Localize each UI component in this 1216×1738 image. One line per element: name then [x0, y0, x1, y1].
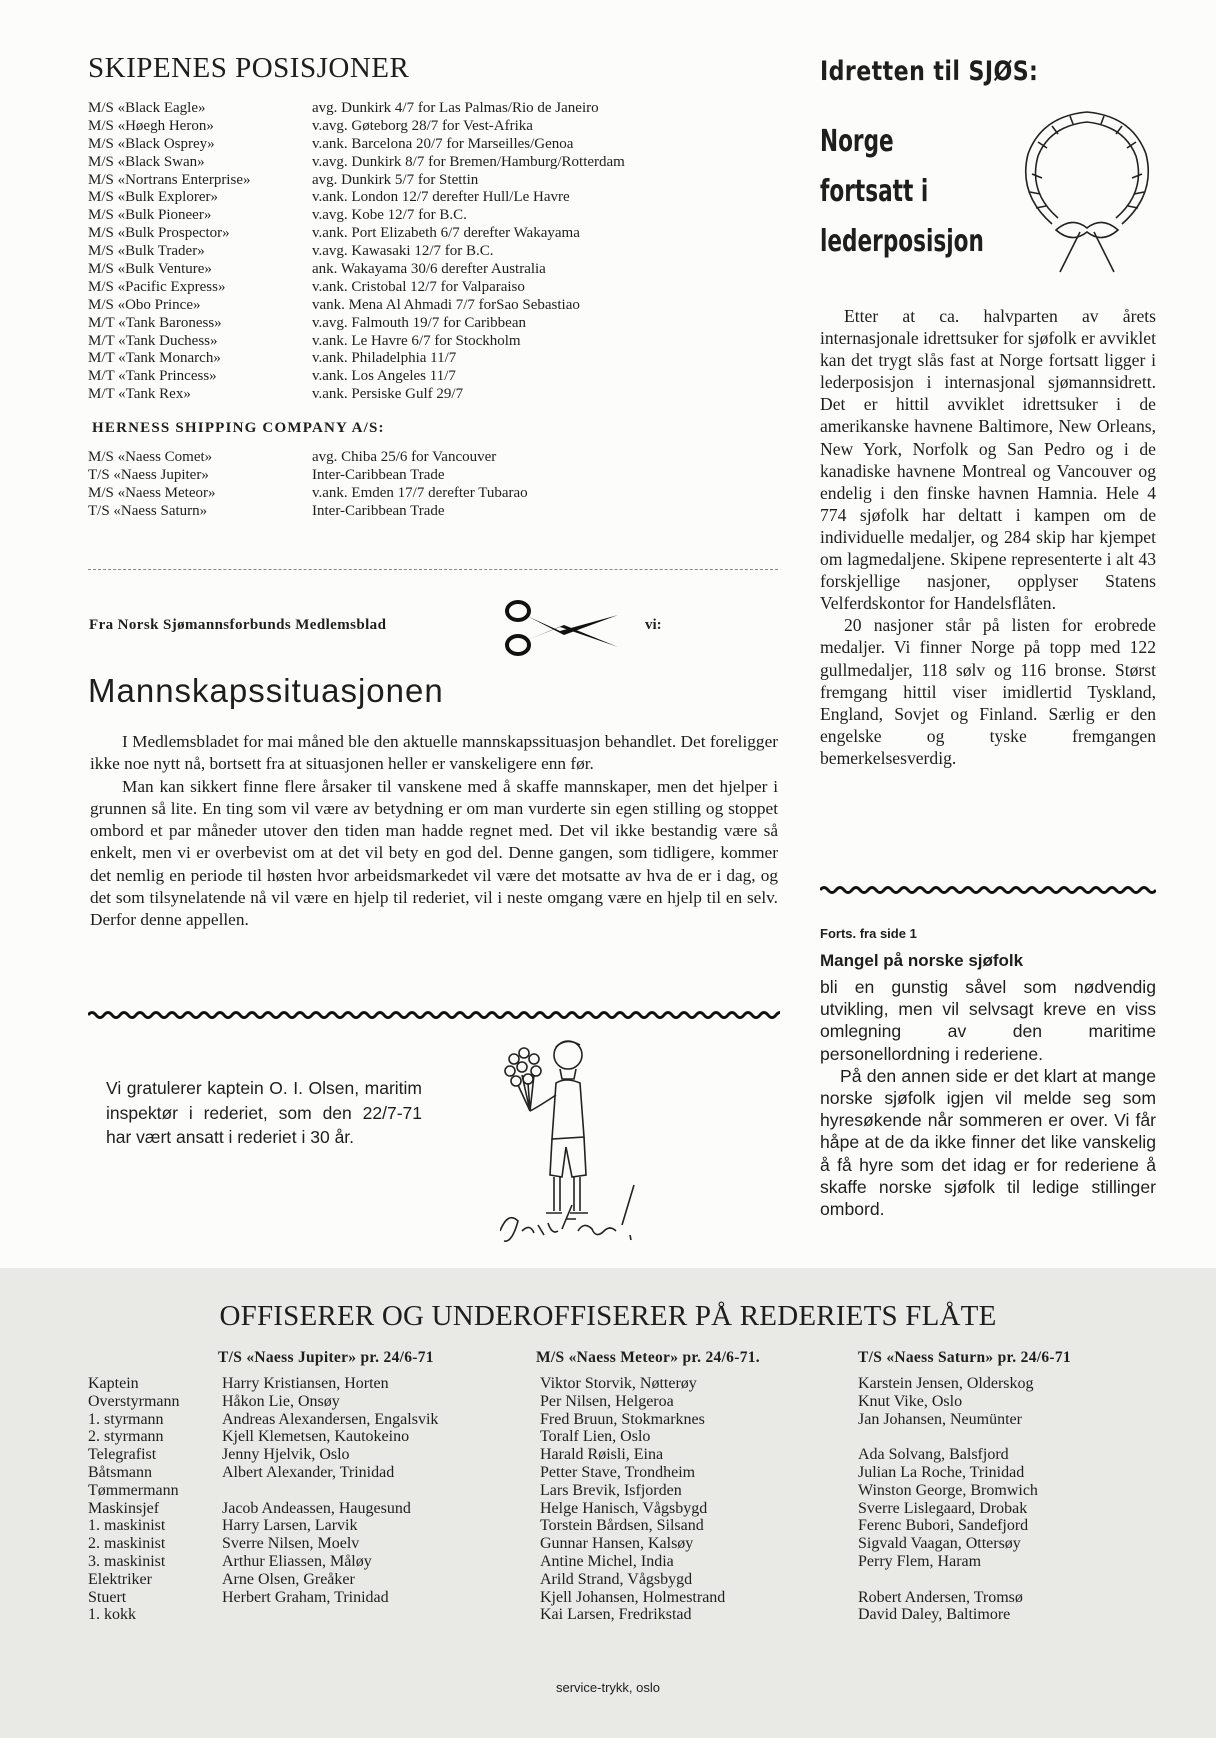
printer-footer: service-trykk, oslo: [555, 1680, 661, 1695]
ship-name: M/S «Bulk Venture»: [88, 261, 212, 278]
ship-position: v.avg. Kobe 12/7 for B.C.: [312, 207, 467, 224]
ship-name: M/S «Bulk Prospector»: [88, 225, 230, 242]
officer-name: [858, 1571, 1038, 1589]
wave-divider: [820, 885, 1156, 895]
officers-meteor-column: [540, 1375, 725, 1624]
officer-rank: 2. maskinist: [88, 1535, 166, 1553]
article-body-mannskap: [90, 731, 778, 932]
medlemsblad-source: Fra Norsk Sjømannsforbunds Medlemsblad: [89, 617, 387, 633]
article-title-mannskap: Mannskapssituasjonen: [88, 672, 444, 709]
officer-name: Håkon Lie, Onsøy: [222, 1392, 340, 1410]
officer-name: Jenny Hjelvik, Oslo: [222, 1446, 350, 1464]
ship-row: [88, 315, 778, 333]
idretten-subtitle-line: lederposisjon: [820, 224, 984, 259]
officer-rank: Overstyrmann: [88, 1392, 180, 1410]
officer-name: Gunnar Hansen, Kalsøy: [540, 1535, 694, 1553]
officer-name: Helge Hanisch, Vågsbygd: [540, 1499, 708, 1517]
ship-name: M/S «Naess Meteor»: [88, 484, 216, 501]
officer-name: Arne Olsen, Greåker: [222, 1570, 355, 1588]
ship-position: v.ank. Emden 17/7 derefter Tubarao: [312, 484, 528, 501]
gratulerer-notice: [106, 1076, 422, 1150]
ship-row: [88, 189, 778, 207]
officer-name: Per Nilsen, Helgeroa: [540, 1392, 674, 1410]
officer-name: Karstein Jensen, Olderskog: [858, 1375, 1034, 1392]
officer-name: Lars Brevik, Isfjorden: [540, 1481, 682, 1499]
ship-position: avg. Chiba 25/6 for Vancouver: [312, 449, 497, 465]
officer-rank: 1. styrmann: [88, 1410, 164, 1428]
officers-header-jupiter: T/S «Naess Jupiter» pr. 24/6-71: [218, 1349, 434, 1366]
officer-name: Kai Larsen, Fredrikstad: [540, 1606, 692, 1624]
ship-row: [88, 225, 778, 243]
paragraph: bli en gunstig såvel som nødvendig utvikling, men vil selvsagt kreve en viss omlegning av den maritime personellordning i rederiene.: [820, 977, 1156, 1064]
ship-row: [88, 100, 778, 118]
officer-rank: Maskinsjef: [88, 1499, 160, 1517]
article-title-mangel: Mangel på norske sjøfolk: [820, 951, 1024, 970]
ship-position: v.ank. Cristobal 12/7 for Valparaiso: [312, 278, 525, 295]
ship-position: ank. Wakayama 30/6 derefter Australia: [312, 261, 546, 278]
officer-name: Arild Strand, Vågsbygd: [540, 1570, 693, 1588]
officer-name: Albert Alexander, Trinidad: [222, 1463, 395, 1481]
officer-name: David Daley, Baltimore: [858, 1606, 1011, 1624]
officer-rank: 1. kokk: [88, 1606, 136, 1624]
boy-with-flowers-illustration: [500, 1035, 680, 1250]
officer-rank: Kaptein: [88, 1375, 139, 1392]
officer-name: Petter Stave, Trondheim: [540, 1463, 696, 1481]
officer-name: Ferenc Bubori, Sandefjord: [858, 1517, 1029, 1535]
ship-row: [88, 467, 778, 485]
ship-position: avg. Dunkirk 5/7 for Stettin: [312, 171, 479, 188]
article-title-idretten: Idretten til SJØS:: [820, 56, 1039, 87]
officers-jupiter-column: [222, 1375, 438, 1624]
paragraph: På den annen side er det klart at mange norske sjøfolk igjen vil melde seg som hyresøkende når sommeren er over. Vi får håpe at de da ikke finner det like vanskelig å få hyre som det idag er for rederiene å skaffe norske sjøfolk til ledige stillinger ombord.: [820, 1065, 1156, 1220]
section-title-herness: HERNESS SHIPPING COMPANY A/S:: [92, 420, 385, 436]
officer-name: Sverre Lislegaard, Drobak: [858, 1499, 1028, 1517]
officer-name: Toralf Lien, Oslo: [540, 1428, 651, 1446]
article-body-mangel: [820, 976, 1156, 1220]
ship-name: M/S «Bulk Trader»: [88, 243, 205, 260]
ship-row: [88, 503, 778, 521]
officer-name: Antine Michel, India: [540, 1552, 674, 1570]
officer-name: Kjell Johansen, Holmestrand: [540, 1588, 726, 1606]
ship-row: [88, 485, 778, 503]
ship-position: v.avg. Dunkirk 8/7 for Bremen/Hamburg/Rotterdam: [312, 153, 625, 170]
officer-name: Andreas Alexandersen, Engalsvik: [222, 1410, 439, 1428]
officer-name: Torstein Bårdsen, Silsand: [540, 1517, 704, 1535]
officers-section-title: OFFISERER OG UNDEROFFISERER PÅ REDERIETS FLÅTE: [219, 1300, 997, 1332]
officer-name: Arthur Eliassen, Måløy: [222, 1552, 372, 1570]
ship-row: [88, 386, 778, 404]
officer-name: Robert Andersen, Tromsø: [858, 1588, 1023, 1606]
ship-row: [88, 172, 778, 190]
officer-name: Harald Røisli, Eina: [540, 1446, 664, 1464]
officer-name: Sigvald Vaagan, Ottersøy: [858, 1535, 1021, 1553]
ship-position: vank. Mena Al Ahmadi 7/7 forSao Sebastiao: [312, 296, 580, 313]
officer-name: Sverre Nilsen, Moelv: [222, 1535, 360, 1553]
ship-name: T/S «Naess Jupiter»: [88, 466, 209, 483]
ship-row: [88, 449, 778, 467]
ship-position: v.ank. Los Angeles 11/7: [312, 368, 456, 385]
officers-header-saturn: T/S «Naess Saturn» pr. 24/6-71: [858, 1349, 1071, 1366]
officer-name: Julian La Roche, Trinidad: [858, 1463, 1025, 1481]
officer-rank: 3. maskinist: [88, 1552, 166, 1570]
ship-position: v.ank. Le Havre 6/7 for Stockholm: [312, 332, 521, 349]
ship-position: v.ank. London 12/7 derefter Hull/Le Havre: [312, 189, 570, 206]
officer-name: [222, 1606, 438, 1624]
officer-name: Jan Johansen, Neumünter: [858, 1410, 1022, 1428]
ship-name: M/S «Høegh Heron»: [88, 117, 214, 134]
scissors-icon: [502, 595, 622, 661]
ship-name: M/S «Black Swan»: [88, 153, 205, 170]
continued-from-label: Forts. fra side 1: [820, 926, 917, 941]
paragraph: Man kan sikkert finne flere årsaker til vanskene med å skaffe mannskaper, men det hjelper i grunnen så lite. En ting som vil være av betydning er om man vurderte sin egen stilling og stoppet ombord et par måneder utover den tiden man hadde regnet med. Det vil ikke bestandig være så enkelt, men vi er overbevist om at det vil bety en god del. Denne gangen, som tidligere, kommer det nemlig en periode til høsten hvor arbeidsmarkedet vil være det motsatte av hva de er i dag, og det som tilsynelatende nå vil være en hjelp til rederiet, vil i neste omgang være en hjelp til en selv. Derfor denne appellen.: [90, 776, 778, 930]
officer-name: Knut Vike, Oslo: [858, 1392, 963, 1410]
ship-name: M/T «Tank Rex»: [88, 386, 191, 403]
herness-ships-list: [88, 449, 778, 521]
officer-rank: Stuert: [88, 1588, 127, 1606]
ship-row: [88, 136, 778, 154]
section-title-skipenes: SKIPENES POSISJONER: [88, 52, 410, 84]
officer-name: Kjell Klemetsen, Kautokeino: [222, 1428, 410, 1446]
officer-name: Harry Larsen, Larvik: [222, 1517, 358, 1535]
officer-rank: Telegrafist: [88, 1446, 157, 1464]
ship-row: [88, 261, 778, 279]
ship-name: T/S «Naess Saturn»: [88, 502, 208, 519]
laurel-wreath-illustration: [1012, 104, 1162, 274]
officer-rank: 2. styrmann: [88, 1428, 164, 1446]
gratulerer-text: Vi gratulerer kaptein O. I. Olsen, maritim inspektør i rederiet, som den 22/7-71 har vært ansatt i rederiet i 30 år.: [106, 1078, 422, 1148]
ship-name: M/T «Tank Duchess»: [88, 332, 218, 349]
ship-position: avg. Dunkirk 4/7 for Las Palmas/Rio de Janeiro: [312, 100, 599, 116]
ship-name: M/S «Black Eagle»: [88, 100, 206, 116]
ship-position: v.avg. Gøteborg 28/7 for Vest-Afrika: [312, 117, 533, 134]
officer-name: Viktor Storvik, Nøtterøy: [540, 1375, 697, 1392]
ship-name: M/S «Pacific Express»: [88, 278, 226, 295]
paragraph: Etter at ca. halvparten av årets internasjonale idrettsuker for sjøfolk er avviklet kan det trygt slås fast at Norge fortsatt ligger i lederposisjon i internasjonal sjømannsidrett. Det er hittil avviklet idrettsuker i de amerikanske havnene Baltimore, New Orleans, New York, Norfolk og San Pedro og i de kanadiske havnene Montreal og Vancouver og endelig i den finske havnen Hamnia. Hele 4 774 sjøfolk har deltatt i kampen om de individuelle medaljer, og 284 skip har kjempet om lagmedaljene. Skipene representerte i alt 43 forskjellige nasjoner, opplyser Statens Velferdskontor for Handelsflåten.: [820, 306, 1156, 614]
idretten-subtitle-line: Norge: [820, 124, 894, 159]
ship-position: Inter-Caribbean Trade: [312, 466, 445, 483]
ship-position: v.ank. Persiske Gulf 29/7: [312, 386, 464, 403]
ship-row: [88, 154, 778, 172]
paragraph: I Medlemsbladet for mai måned ble den aktuelle mannskapssituasjon behandlet. Det foreligger ikke noe nytt nå, bortsett fra at situasjonen heller er vanskeligere enn før.: [90, 732, 778, 774]
ship-position: Inter-Caribbean Trade: [312, 502, 445, 519]
ship-name: M/T «Tank Baroness»: [88, 314, 222, 331]
officer-rank: Elektriker: [88, 1570, 152, 1588]
ship-row: [88, 243, 778, 261]
officer-name: Fred Bruun, Stokmarknes: [540, 1410, 705, 1428]
officers-header-meteor: M/S «Naess Meteor» pr. 24/6-71.: [536, 1349, 760, 1366]
officer-name: Herbert Graham, Trinidad: [222, 1588, 389, 1606]
paragraph: 20 nasjoner står på listen for erobrede medaljer. Vi finner Norge på topp med 122 gullmedaljer, 118 sølv og 116 bronse. Størst fremgang hittil viser imidlertid Tyskland, England, Sovjet og Finland. Særlig er den engelske og tyske fremgangen bemerkelsesverdig.: [820, 615, 1156, 768]
officer-name: [222, 1482, 438, 1500]
ship-position: v.ank. Barcelona 20/7 for Marseilles/Genoa: [312, 135, 574, 152]
ship-name: M/S «Nortrans Enterprise»: [88, 171, 251, 188]
officers-ranks-column: [88, 1375, 180, 1624]
ship-name: M/S «Obo Prince»: [88, 296, 201, 313]
article-body-idretten: [820, 305, 1156, 769]
ship-name: M/T «Tank Princess»: [88, 368, 217, 385]
ship-row: [88, 118, 778, 136]
divider: [88, 569, 778, 570]
officer-name: Harry Kristiansen, Horten: [222, 1375, 389, 1392]
ship-row: [88, 207, 778, 225]
medlemsblad-vi: vi:: [645, 617, 662, 633]
ship-name: M/S «Naess Comet»: [88, 449, 213, 465]
ship-row: [88, 350, 778, 368]
officer-name: Winston George, Bromwich: [858, 1481, 1038, 1499]
ship-position: v.avg. Kawasaki 12/7 for B.C.: [312, 243, 494, 260]
ship-name: M/T «Tank Monarch»: [88, 350, 221, 367]
idretten-subtitle-line: fortsatt i: [820, 174, 929, 209]
officer-name: Jacob Andeassen, Haugesund: [222, 1499, 411, 1517]
officer-rank: Båtsmann: [88, 1463, 152, 1481]
ship-row: [88, 297, 778, 315]
ship-name: M/S «Bulk Explorer»: [88, 189, 218, 206]
ship-row: [88, 279, 778, 297]
officer-rank: 1. maskinist: [88, 1517, 166, 1535]
ship-name: M/S «Bulk Pioneer»: [88, 207, 212, 224]
officer-rank: Tømmermann: [88, 1481, 179, 1499]
officers-saturn-column: [858, 1375, 1038, 1624]
officer-name: Perry Flem, Haram: [858, 1552, 982, 1570]
officer-name: Ada Solvang, Balsfjord: [858, 1446, 1009, 1464]
ship-position: v.avg. Falmouth 19/7 for Caribbean: [312, 314, 526, 331]
ship-row: [88, 368, 778, 386]
ship-position: v.ank. Port Elizabeth 6/7 derefter Wakayama: [312, 225, 580, 242]
officer-name: [858, 1428, 1038, 1446]
wave-divider: [88, 1010, 780, 1020]
ship-row: [88, 333, 778, 351]
ship-name: M/S «Black Osprey»: [88, 135, 215, 152]
ship-position: v.ank. Philadelphia 11/7: [312, 350, 457, 367]
ship-positions-list: [88, 100, 778, 404]
